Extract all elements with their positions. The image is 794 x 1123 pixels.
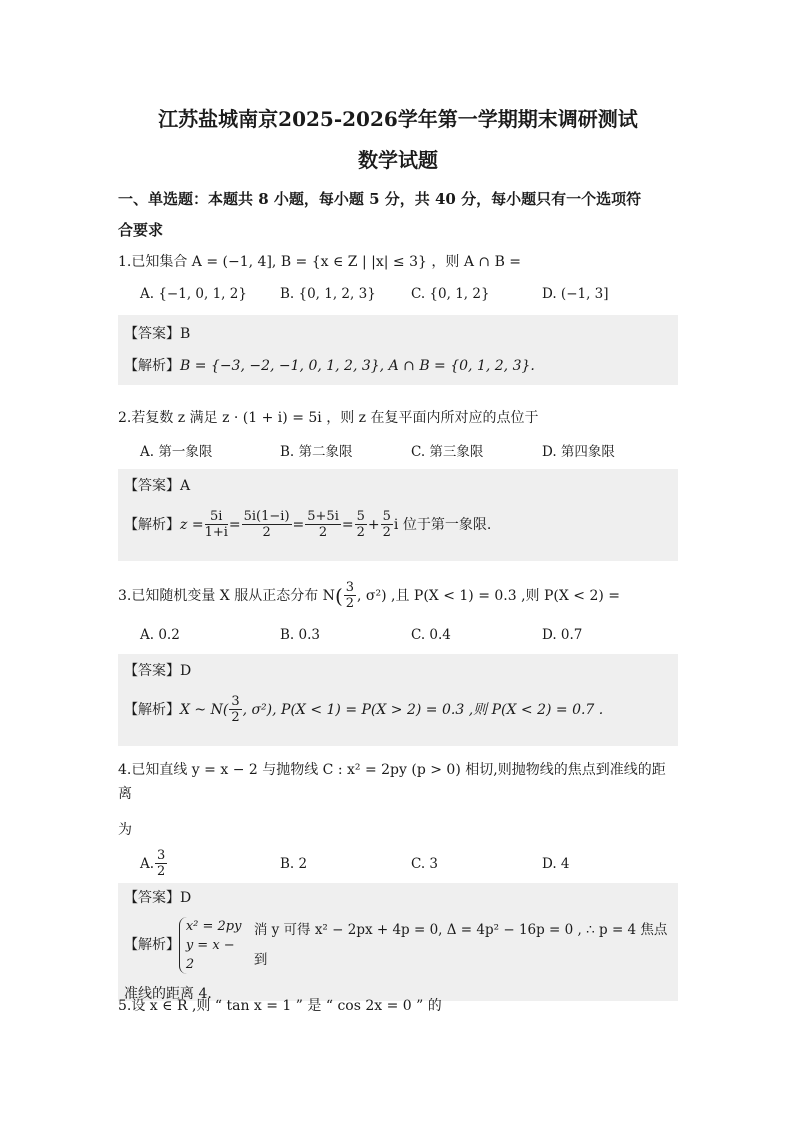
analysis-text: 消 y 可得 x² − 2px + 4p = 0, Δ = 4p² − 16p = 0 , ∴ p = 4 焦点到 [253,922,668,968]
option-c: C. 第三象限 [411,444,484,460]
answer-box [118,315,678,385]
analysis-label: 【解析】 [124,937,180,953]
question-stem: 4.已知直线 y = x − 2 与抛物线 C : x² = 2py (p > 0) 相切,则抛物线的焦点到准线的距离 为 [118,762,666,838]
page-subtitle: 数学试题 [358,148,438,172]
question-stem: 3.已知随机变量 X 服从正态分布 N ( $\frac{3}{2}$ , σ²) ,且 P(X < 1) = 0.3 ,则 P(X < 2) = [118,580,621,611]
analysis-label: 【解析】 [124,516,180,533]
analysis-text: B = {−3, −2, −1, 0, 1, 2, 3}, A ∩ B = {0, 1, 2, 3}. [180,358,535,374]
question-stem: 2.若复数 z 满足 z · (1 + i) = 5i ，则 z 在复平面内所对应的点位于 [118,410,539,426]
option-d: D. 第四象限 [542,444,615,460]
analysis-text: i 位于第一象限. [393,516,492,533]
question-1 [118,250,678,385]
analysis-text: , σ²), P(X < 1) = P(X > 2) = 0.3 ,则 P(X < 2) = 0.7 . [242,701,604,718]
option-d: D. 0.7 [542,627,583,643]
analysis-label: 【解析】 [124,358,180,374]
option-d: D. (−1, 3] [542,286,609,302]
option-d: D. 4 [542,855,570,872]
question-2 [118,406,678,561]
option-b: B. 0.3 [280,627,320,643]
option-a: A. {−1, 0, 1, 2} [140,286,247,302]
question-stem: 1.已知集合 A = (−1, 4], B = {x ∈ Z | |x| ≤ 3} ，则 A ∩ B = [118,254,522,270]
option-b: B. {0, 1, 2, 3} [280,286,376,302]
option-list [118,283,678,305]
option-a: A. 第一象限 [140,444,213,460]
analysis-text-cont: 准线的距离 4. [124,986,212,1002]
answer-label: 【答案】 [124,890,180,906]
option-list [118,848,678,879]
section-heading: 一、单选题：本题共 8 小题，每小题 5 分，共 40 分，每小题只有一个选项符 合要求 [118,190,642,239]
answer-box: 【答案】D 【解析】 X ~ N( $\frac{3}{2}$ , σ²), P(X < 1) = P(X > 2) = 0.3 ,则 P(X < 2) = 0.7 . [118,654,678,746]
answer-label: 【答案】 [124,326,180,342]
answer-value: A [180,478,191,494]
question-stem: 5.设 x ∈ R ,则 “ tan x = 1 ” 是 “ cos 2x = 0 ” 的 [118,998,442,1014]
answer-label: 【答案】 [124,663,180,679]
question-5 [118,994,678,1018]
option-c: C. 0.4 [411,627,451,643]
answer-box [118,883,678,1001]
option-a: A. 0.2 [140,627,180,643]
analysis-label: 【解析】 [124,701,180,718]
answer-value: D [180,663,192,679]
page-title: 江苏盐城南京2025-2026学年第一学期期末调研测试 [158,107,638,131]
option-c: C. 3 [411,855,439,872]
answer-value: D [180,890,192,906]
question-4 [118,758,678,1001]
equation-system: x² = 2py y = x − 2 [179,917,246,974]
option-c: C. {0, 1, 2} [411,286,490,302]
answer-value: B [180,326,191,342]
option-list [118,624,678,646]
option-b: B. 第二象限 [280,444,353,460]
option-b: B. 2 [280,855,308,872]
option-a: A. $\frac{3}{2}$ [140,848,166,879]
option-list [118,441,678,463]
answer-box: 【答案】A 【解析】 z = $\frac{5i}{1+i}$ = $\frac{5i(1-i)}{2}$ = $\frac{5+5i}{2}$ = $\frac{5}{2}$ + $\frac{5}{2}$ i 位于第一象限. [118,469,678,561]
answer-label: 【答案】 [124,478,180,494]
question-3 [118,580,678,746]
